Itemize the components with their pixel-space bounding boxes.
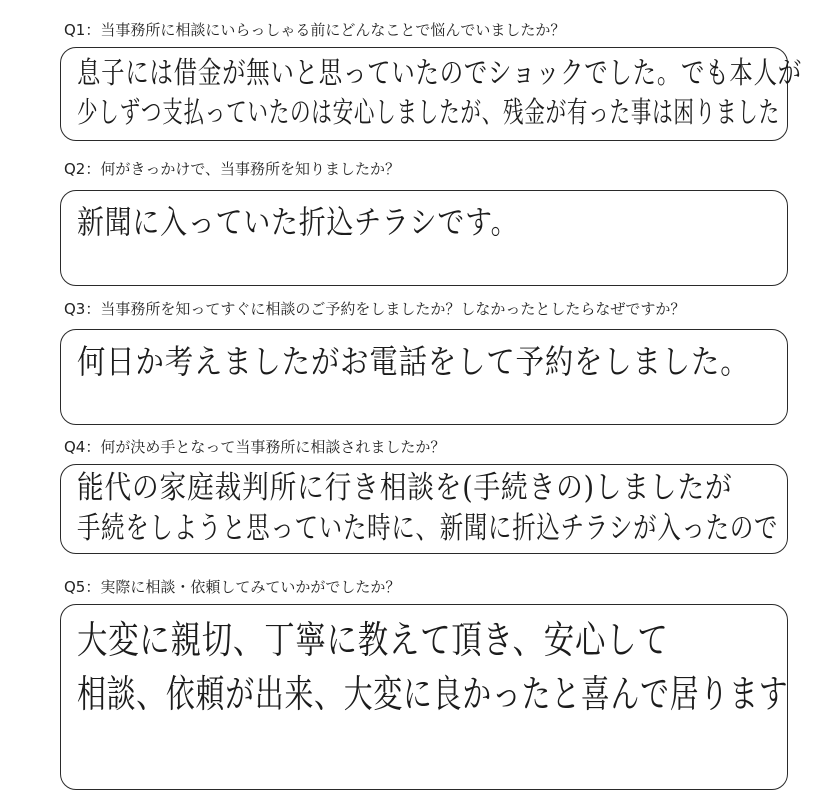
answer-5-line-1: 大変に親切、丁寧に教えて頂き、安心して [77,618,669,662]
answer-1-line-1: 息子には借金が無いと思っていたのでショックでした。でも本人が [77,56,802,91]
answer-box-1 [60,47,802,141]
question-5: Q5：実際に相談・依頼してみていかがでしたか？ [64,578,401,596]
answer-box-5 [60,604,788,790]
question-1: Q1：当事務所に相談にいらっしゃる前にどんなことで悩んでいましたか？ [64,21,566,39]
answer-box-2 [60,190,788,286]
answer-box-4 [60,464,788,554]
question-4: Q4：何が決め手となって当事務所に相談されましたか？ [64,438,446,456]
answer-4-line-1: 能代の家庭裁判所に行き相談を(手続きの)しましたが [77,470,733,506]
answer-2-line-1: 新聞に入っていた折込チラシです。 [77,203,519,241]
answer-box-3 [60,329,788,425]
answer-3-line-1: 何日か考えましたがお電話をして予約をしました。 [77,342,750,381]
answer-1-line-2: 少しずつ支払っていたのは安心しましたが、残金が有った事は困りました [77,95,780,129]
answer-4-line-2: 手続をしようと思っていた時に、新聞に折込チラシが入ったので [77,511,779,546]
question-3: Q3：当事務所を知ってすぐに相談のご予約をしましたか？しなかったとしたらなぜですか？ [64,300,686,318]
question-2: Q2：何がきっかけで、当事務所を知りましたか？ [64,160,401,178]
answer-5-line-2: 相談、依頼が出来、大変に良かったと喜んで居ります [77,672,789,716]
